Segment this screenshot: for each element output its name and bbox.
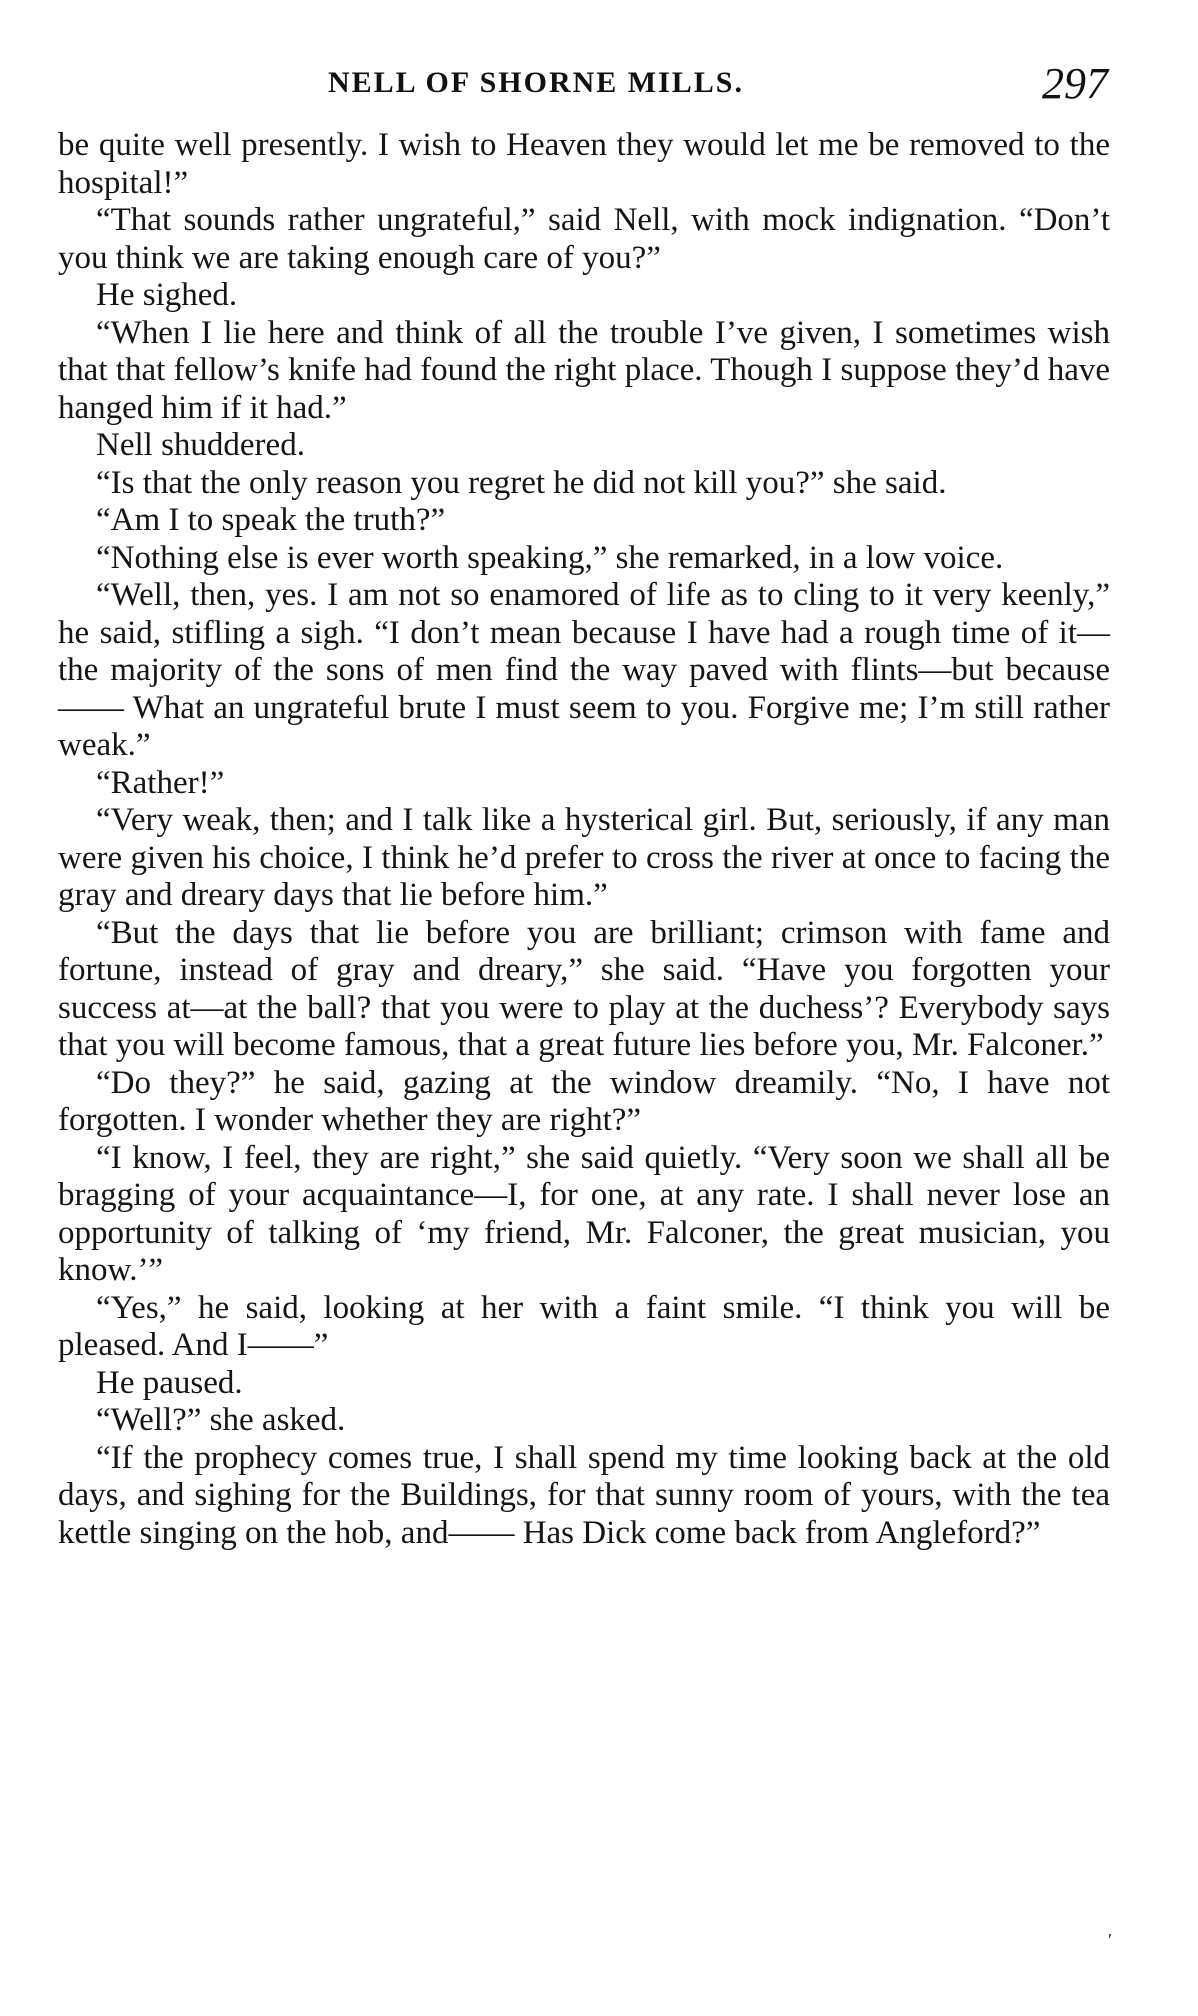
paragraph: “Am I to speak the truth?” bbox=[96, 502, 446, 538]
paragraph: “Well?” she asked. bbox=[96, 1402, 346, 1438]
running-title: NELL OF SHORNE MILLS. bbox=[328, 66, 744, 99]
paragraph: “Very weak, then; and I talk like a hysterical girl. But, seriously, if any man were given his choice, I think he’d prefer to cross the river at once to facing the gray and dreary days that lie before him.” bbox=[58, 802, 1110, 913]
paragraph: He paused. bbox=[96, 1364, 243, 1401]
paragraph: “I know, I feel, they are right,” she said quietly. “Very soon we shall all be bragging of your acquaintance—I, for one, at any rate. I shall never lose an opportunity of talking of ‘my friend, Mr. Falconer, the great musician, you know.’” bbox=[58, 1139, 1110, 1288]
paragraph: “But the days that lie before you are brilliant; crimson with fame and fortune, instead of gray and dreary,” she said. “Have you forgotten your success at—at the ball? that you were to play at the duchess’? Everybody says that you will become famous, that a great future lies before you, Mr. Falconer.” bbox=[58, 914, 1110, 1063]
paragraph: “Well, then, yes. I am not so enamored of life as to cling to it very keenly,” he said, stifling a sigh. “I don’t mean because I have had a rough time of it—the majority of the sons of men find the way paved with flints—but because—— What an ungrateful brute I must seem to you. Forgive me; I’m still rather weak.” bbox=[58, 577, 1110, 763]
paragraph: “When I lie here and think of all the trouble I’ve given, I sometimes wish that that fellow’s knife had found the right place. Though I suppose they’d have hanged him if it had.” bbox=[58, 314, 1110, 426]
page-number: 297 bbox=[1042, 59, 1108, 108]
paragraph: “That sounds rather ungrateful,” said Nell, with mock indignation. “Don’t you think we are taking enough care of you?” bbox=[58, 202, 1110, 276]
body-text bbox=[58, 127, 1110, 1552]
paragraph: “Nothing else is ever worth speaking,” she remarked, in a low voice. bbox=[96, 539, 1004, 576]
paragraph: Nell shuddered. bbox=[96, 427, 305, 463]
paragraph: “Is that the only reason you regret he did not kill you?” she said. bbox=[96, 464, 947, 501]
paragraph: be quite well presently. I wish to Heaven they would let me be removed to the hospital!” bbox=[58, 127, 1110, 201]
paragraph: “Rather!” bbox=[96, 764, 225, 801]
paragraph: “If the prophecy comes true, I shall spend my time looking back at the old days, and sighing for the Buildings, for that sunny room of yours, with the tea kettle singing on the hob, and—— Has Dick come back from Angleford?” bbox=[58, 1439, 1110, 1551]
paragraph: “Do they?” he said, gazing at the window dreamily. “No, I have not forgotten. I wonder whether they are right?” bbox=[58, 1064, 1110, 1138]
page-header bbox=[58, 58, 1118, 108]
paragraph: “Yes,” he said, looking at her with a faint smile. “I think you will be pleased. And I——” bbox=[58, 1289, 1110, 1363]
printer-mark: ′ bbox=[1108, 1930, 1112, 1950]
paragraph: He sighed. bbox=[96, 277, 238, 313]
